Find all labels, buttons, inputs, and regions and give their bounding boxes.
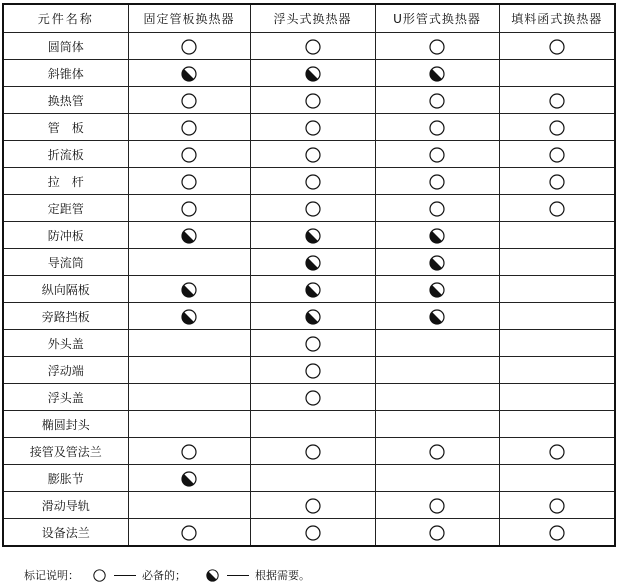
mark-cell — [375, 411, 499, 438]
component-name-cell: 管 板 — [3, 114, 128, 141]
mark-cell — [375, 465, 499, 492]
component-name-cell: 导流筒 — [3, 249, 128, 276]
half-filled-circle-icon — [181, 66, 197, 82]
component-name-cell: 拉 杆 — [3, 168, 128, 195]
mark-cell — [128, 60, 250, 87]
open-circle-icon — [305, 174, 321, 190]
component-name-cell: 旁路挡板 — [3, 303, 128, 330]
table-row — [3, 519, 615, 547]
open-circle-icon — [181, 444, 197, 460]
mark-cell — [250, 276, 375, 303]
mark-cell — [375, 276, 499, 303]
mark-cell — [375, 330, 499, 357]
mark-cell — [375, 357, 499, 384]
mark-cell — [250, 384, 375, 411]
component-name-cell: 滑动导轨 — [3, 492, 128, 519]
mark-cell — [250, 357, 375, 384]
half-filled-circle-icon — [429, 255, 445, 271]
half-filled-circle-icon — [429, 282, 445, 298]
mark-cell — [250, 303, 375, 330]
half-filled-circle-icon — [305, 282, 321, 298]
legend-as-needed-text: 根据需要。 — [255, 569, 310, 582]
mark-cell — [375, 492, 499, 519]
mark-cell — [499, 141, 615, 168]
mark-cell — [128, 33, 250, 60]
half-filled-circle-icon — [305, 228, 321, 244]
mark-cell — [250, 87, 375, 114]
open-circle-icon — [305, 201, 321, 217]
mark-cell — [375, 60, 499, 87]
mark-cell — [499, 195, 615, 222]
open-circle-icon — [181, 93, 197, 109]
mark-cell — [499, 492, 615, 519]
component-name-cell: 换热管 — [3, 87, 128, 114]
open-circle-icon — [429, 498, 445, 514]
component-name-cell: 膨胀节 — [3, 465, 128, 492]
open-circle-icon — [181, 525, 197, 541]
table-row — [3, 384, 615, 411]
open-circle-icon — [305, 444, 321, 460]
half-filled-circle-icon — [181, 228, 197, 244]
mark-cell — [375, 141, 499, 168]
open-circle-icon — [305, 120, 321, 136]
mark-cell — [128, 195, 250, 222]
table-row — [3, 33, 615, 60]
mark-cell — [250, 330, 375, 357]
header-floating-head-exchanger: 浮头式换热器 — [250, 4, 375, 33]
table-row — [3, 465, 615, 492]
mark-cell — [375, 87, 499, 114]
open-circle-icon — [429, 174, 445, 190]
open-circle-icon — [305, 363, 321, 379]
table-row — [3, 411, 615, 438]
mark-cell — [128, 276, 250, 303]
mark-cell — [499, 276, 615, 303]
mark-cell — [499, 384, 615, 411]
open-circle-icon — [429, 444, 445, 460]
component-matrix-table — [2, 3, 616, 547]
legend-label: 标记说明： — [24, 569, 79, 582]
table-row — [3, 87, 615, 114]
mark-cell — [128, 87, 250, 114]
open-circle-icon — [429, 147, 445, 163]
mark-cell — [375, 114, 499, 141]
open-circle-icon — [181, 174, 197, 190]
legend — [24, 567, 310, 583]
mark-cell — [499, 114, 615, 141]
mark-cell — [499, 168, 615, 195]
mark-cell — [499, 438, 615, 465]
mark-cell — [499, 519, 615, 547]
open-circle-icon — [549, 147, 565, 163]
open-circle-icon — [549, 444, 565, 460]
open-circle-icon — [429, 39, 445, 55]
mark-cell — [499, 411, 615, 438]
open-circle-icon — [549, 174, 565, 190]
mark-cell — [128, 357, 250, 384]
mark-cell — [250, 519, 375, 547]
table-row — [3, 60, 615, 87]
half-filled-circle-icon — [305, 309, 321, 325]
mark-cell — [128, 222, 250, 249]
open-circle-icon — [181, 120, 197, 136]
component-name-cell: 浮动端 — [3, 357, 128, 384]
mark-cell — [128, 465, 250, 492]
half-filled-circle-icon — [429, 228, 445, 244]
mark-cell — [250, 411, 375, 438]
table-row — [3, 195, 615, 222]
table-row — [3, 492, 615, 519]
mark-cell — [250, 492, 375, 519]
header-fixed-tubesheet-exchanger: 固定管板换热器 — [128, 4, 250, 33]
legend-dash — [227, 575, 249, 576]
open-circle-icon — [305, 390, 321, 406]
mark-cell — [499, 87, 615, 114]
mark-cell — [499, 330, 615, 357]
mark-cell — [375, 249, 499, 276]
mark-cell — [128, 519, 250, 547]
mark-cell — [499, 222, 615, 249]
mark-cell — [128, 492, 250, 519]
open-circle-icon — [549, 498, 565, 514]
mark-cell — [250, 114, 375, 141]
half-filled-circle-icon — [181, 471, 197, 487]
open-circle-icon — [429, 93, 445, 109]
open-circle-icon — [549, 120, 565, 136]
open-circle-icon — [305, 498, 321, 514]
header-u-tube-exchanger: U形管式换热器 — [375, 4, 499, 33]
table-row — [3, 249, 615, 276]
table-body — [3, 33, 615, 547]
open-circle-icon — [305, 147, 321, 163]
half-filled-circle-icon — [181, 309, 197, 325]
mark-cell — [128, 303, 250, 330]
component-name-cell: 圆筒体 — [3, 33, 128, 60]
mark-cell — [250, 195, 375, 222]
open-circle-icon — [549, 93, 565, 109]
open-circle-icon — [305, 39, 321, 55]
open-circle-icon — [93, 569, 106, 582]
component-name-cell: 防冲板 — [3, 222, 128, 249]
half-filled-circle-icon — [181, 282, 197, 298]
mark-cell — [128, 141, 250, 168]
half-filled-circle-icon — [429, 309, 445, 325]
mark-cell — [375, 195, 499, 222]
mark-cell — [375, 438, 499, 465]
table-row — [3, 276, 615, 303]
half-filled-circle-icon — [429, 66, 445, 82]
open-circle-icon — [549, 201, 565, 217]
header-component-name: 元件名称 — [3, 4, 128, 33]
mark-cell — [128, 168, 250, 195]
component-name-cell: 纵向隔板 — [3, 276, 128, 303]
mark-cell — [499, 33, 615, 60]
table-header-row — [3, 4, 615, 33]
mark-cell — [128, 249, 250, 276]
open-circle-icon — [305, 525, 321, 541]
open-circle-icon — [549, 39, 565, 55]
table-row — [3, 330, 615, 357]
half-filled-circle-icon — [305, 66, 321, 82]
mark-cell — [250, 249, 375, 276]
open-circle-icon — [429, 525, 445, 541]
table-row — [3, 141, 615, 168]
component-name-cell: 椭圆封头 — [3, 411, 128, 438]
mark-cell — [499, 249, 615, 276]
mark-cell — [499, 465, 615, 492]
table-row — [3, 357, 615, 384]
mark-cell — [375, 33, 499, 60]
mark-cell — [250, 33, 375, 60]
open-circle-icon — [429, 120, 445, 136]
table-row — [3, 168, 615, 195]
mark-cell — [128, 384, 250, 411]
mark-cell — [375, 222, 499, 249]
mark-cell — [250, 141, 375, 168]
table-row — [3, 438, 615, 465]
header-packed-gland-exchanger: 填料函式换热器 — [499, 4, 615, 33]
mark-cell — [375, 519, 499, 547]
mark-cell — [128, 114, 250, 141]
open-circle-icon — [181, 147, 197, 163]
component-name-cell: 定距管 — [3, 195, 128, 222]
mark-cell — [499, 357, 615, 384]
legend-required-text: 必备的； — [142, 569, 186, 582]
mark-cell — [128, 411, 250, 438]
mark-cell — [250, 438, 375, 465]
table-row — [3, 303, 615, 330]
mark-cell — [250, 465, 375, 492]
mark-cell — [250, 168, 375, 195]
mark-cell — [250, 60, 375, 87]
mark-cell — [375, 168, 499, 195]
open-circle-icon — [181, 201, 197, 217]
legend-dash — [114, 575, 136, 576]
mark-cell — [499, 303, 615, 330]
half-filled-circle-icon — [206, 569, 219, 582]
open-circle-icon — [181, 39, 197, 55]
component-name-cell: 接管及管法兰 — [3, 438, 128, 465]
open-circle-icon — [305, 336, 321, 352]
mark-cell — [499, 60, 615, 87]
table-row — [3, 222, 615, 249]
open-circle-icon — [429, 201, 445, 217]
component-name-cell: 浮头盖 — [3, 384, 128, 411]
component-name-cell: 设备法兰 — [3, 519, 128, 547]
mark-cell — [250, 222, 375, 249]
component-name-cell: 斜锥体 — [3, 60, 128, 87]
mark-cell — [375, 384, 499, 411]
component-name-cell: 外头盖 — [3, 330, 128, 357]
open-circle-icon — [305, 93, 321, 109]
component-name-cell: 折流板 — [3, 141, 128, 168]
half-filled-circle-icon — [305, 255, 321, 271]
mark-cell — [128, 330, 250, 357]
mark-cell — [128, 438, 250, 465]
table-row — [3, 114, 615, 141]
open-circle-icon — [549, 525, 565, 541]
mark-cell — [375, 303, 499, 330]
